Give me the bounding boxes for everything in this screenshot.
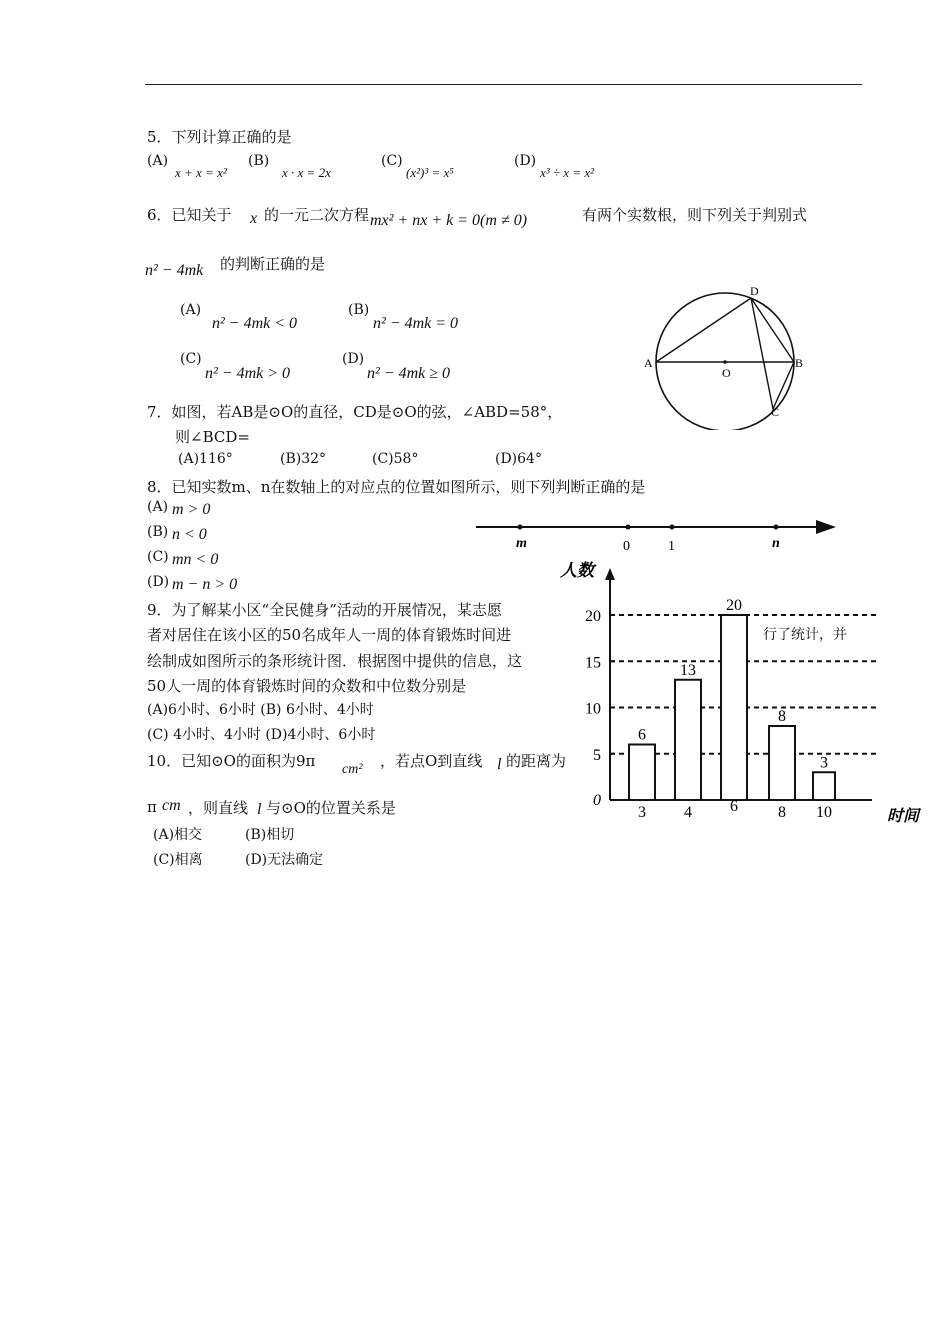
q8-stem: 8．已知实数m、n在数轴上的对应点的位置如图所示，则下列判断正确的是 [147,478,646,496]
data-label-3: 6 [638,726,646,744]
point-n [774,525,779,530]
q6-discriminant: n² − 4mk [145,262,204,279]
q10-stem-3: 的距离为 [506,752,567,770]
q10-stem-4b: ，则直线 [188,799,249,817]
x-tick-label-8: 8 [778,804,786,821]
q5-stem: 5．下列计算正确的是 [147,128,292,146]
bar-3 [629,745,655,801]
q7-opt-d: (D)64° [495,451,542,467]
q8-opt-a-label: (A) [147,499,169,515]
q6-stem-3: 有两个实数根，则下列关于判别式 [582,206,808,224]
q8-opt-d-math: m − n > 0 [172,576,238,593]
q6-var-x: x [250,210,258,227]
bar-6 [721,615,747,800]
y-tick-label-10: 10 [585,700,601,718]
data-label-8: 8 [778,708,786,725]
q9-line-3: 绘制成如图所示的条形统计图．根据图中提供的信息，这 [147,652,523,670]
q5-opt-c-label: (C) [381,153,403,169]
bar-8 [769,726,795,800]
q10-opt-a: (A)相交 [153,827,203,843]
q8-opt-a-math: m > 0 [172,501,211,518]
label-d: D [750,284,759,298]
q7-stem-2: 则∠BCD= [175,428,250,446]
y-axis-arrow [605,568,615,580]
q8-opt-b-label: (B) [147,524,169,540]
q9-options-cd: (C) 4小时、4小时 (D)4小时、6小时 [147,727,376,743]
q6-equation: mx² + nx + k = 0(m ≠ 0) [370,212,528,229]
y-tick-label-0: 0 [593,792,601,809]
q10-stem-4a: π [147,798,157,816]
q9-bar-chart [560,560,935,830]
y-axis-label: 人数 [560,561,594,580]
q7-stem-1: 7．如图，若AB是⊙O的直径，CD是⊙O的弦，∠ABD=58°， [147,403,563,421]
q9-options-ab: (A)6小时、6小时 (B) 6小时、4小时 [147,702,374,718]
x-tick-label-6: 6 [730,798,738,815]
q6-opt-d-label: (D) [342,351,365,367]
x-tick-label-4: 4 [684,804,692,821]
q6-stem-2: 的一元二次方程 [264,206,370,224]
q5-opt-a-label: (A) [147,153,169,169]
q7-opt-b: (B)32° [280,451,327,467]
q10-stem-4c: 与⊙O的位置关系是 [266,799,396,817]
q8-opt-c-math: mn < 0 [172,551,219,568]
y-tick-label-15: 15 [585,654,601,672]
q6-opt-b-label: (B) [348,302,370,318]
label-a: A [644,356,653,370]
q10-opt-b: (B)相切 [245,827,295,843]
q9-line-2: 者对居住在该小区的50名成年人一周的体育锻炼时间进 [147,626,512,644]
q5-opt-d-math: x³ ÷ x = x² [540,165,595,180]
q5-opt-b-label: (B) [248,153,270,169]
q7-circle-figure [640,280,815,430]
q5-opt-a-math: x + x = x² [175,165,227,180]
point-zero [626,525,631,530]
q10-unit-len: cm [162,797,181,814]
label-zero: 0 [623,539,630,550]
q8-opt-b-math: n < 0 [172,526,207,543]
q10-stem-1: 10．已知⊙O的面积为9π [147,752,316,770]
q6-opt-c-label: (C) [180,351,202,367]
q10-stem-2: ，若点O到直线 [380,752,483,770]
header-rule [145,84,862,85]
q8-opt-c-label: (C) [147,549,169,565]
x-axis-label: 时间 [887,808,920,825]
q8-opt-d-label: (D) [147,574,170,590]
point-one [670,525,675,530]
q9-line-1: 9．为了解某小区“全民健身”活动的开展情况，某志愿 [147,601,502,619]
label-m: m [516,536,527,550]
data-label-6: 20 [726,597,742,614]
bar-4 [675,680,701,800]
q6-stem-1: 6．已知关于 [147,206,232,224]
y-tick-label-5: 5 [593,746,601,764]
label-c: C [771,405,780,419]
q6-opt-c-math: n² − 4mk > 0 [205,365,291,382]
chord-bc [773,362,794,409]
chord-ad [656,298,751,362]
q5-opt-b-math: x · x = 2x [282,165,331,180]
q10-opt-c: (C)相离 [153,852,203,868]
center-point [723,360,727,364]
data-label-10: 3 [820,754,828,772]
q8-number-line [470,516,840,550]
point-m [518,525,523,530]
data-label-4: 13 [680,661,696,679]
q7-opt-c: (C)58° [372,451,419,467]
q5-opt-c-math: (x²)³ = x⁵ [406,165,454,180]
q10-opt-d: (D)无法确定 [245,852,324,868]
q10-unit-area: cm² [342,762,363,777]
q9-line-4: 50人一周的体育锻炼时间的众数和中位数分别是 [147,677,467,695]
q6-opt-a-math: n² − 4mk < 0 [212,315,298,332]
label-b: B [795,356,804,370]
label-n: n [772,536,780,550]
q6-stem-4: 的判断正确的是 [220,255,326,273]
q10-var-l: l [497,756,502,773]
q9-line-2-tail: 行了统计，并 [763,627,847,643]
label-one: 1 [668,539,675,550]
q7-opt-a: (A)116° [178,451,233,467]
x-tick-label-10: 10 [816,804,832,821]
q10-var-l-2: l [257,801,262,818]
q6-opt-b-math: n² − 4mk = 0 [373,315,459,332]
q6-opt-d-math: n² − 4mk ≥ 0 [367,365,451,382]
q6-opt-a-label: (A) [180,302,202,318]
number-line-arrow [816,520,836,534]
bar-10 [813,772,835,800]
label-o: O [722,366,731,380]
y-tick-label-20: 20 [585,608,601,625]
x-tick-label-3: 3 [638,804,646,821]
q5-opt-d-label: (D) [514,153,537,169]
